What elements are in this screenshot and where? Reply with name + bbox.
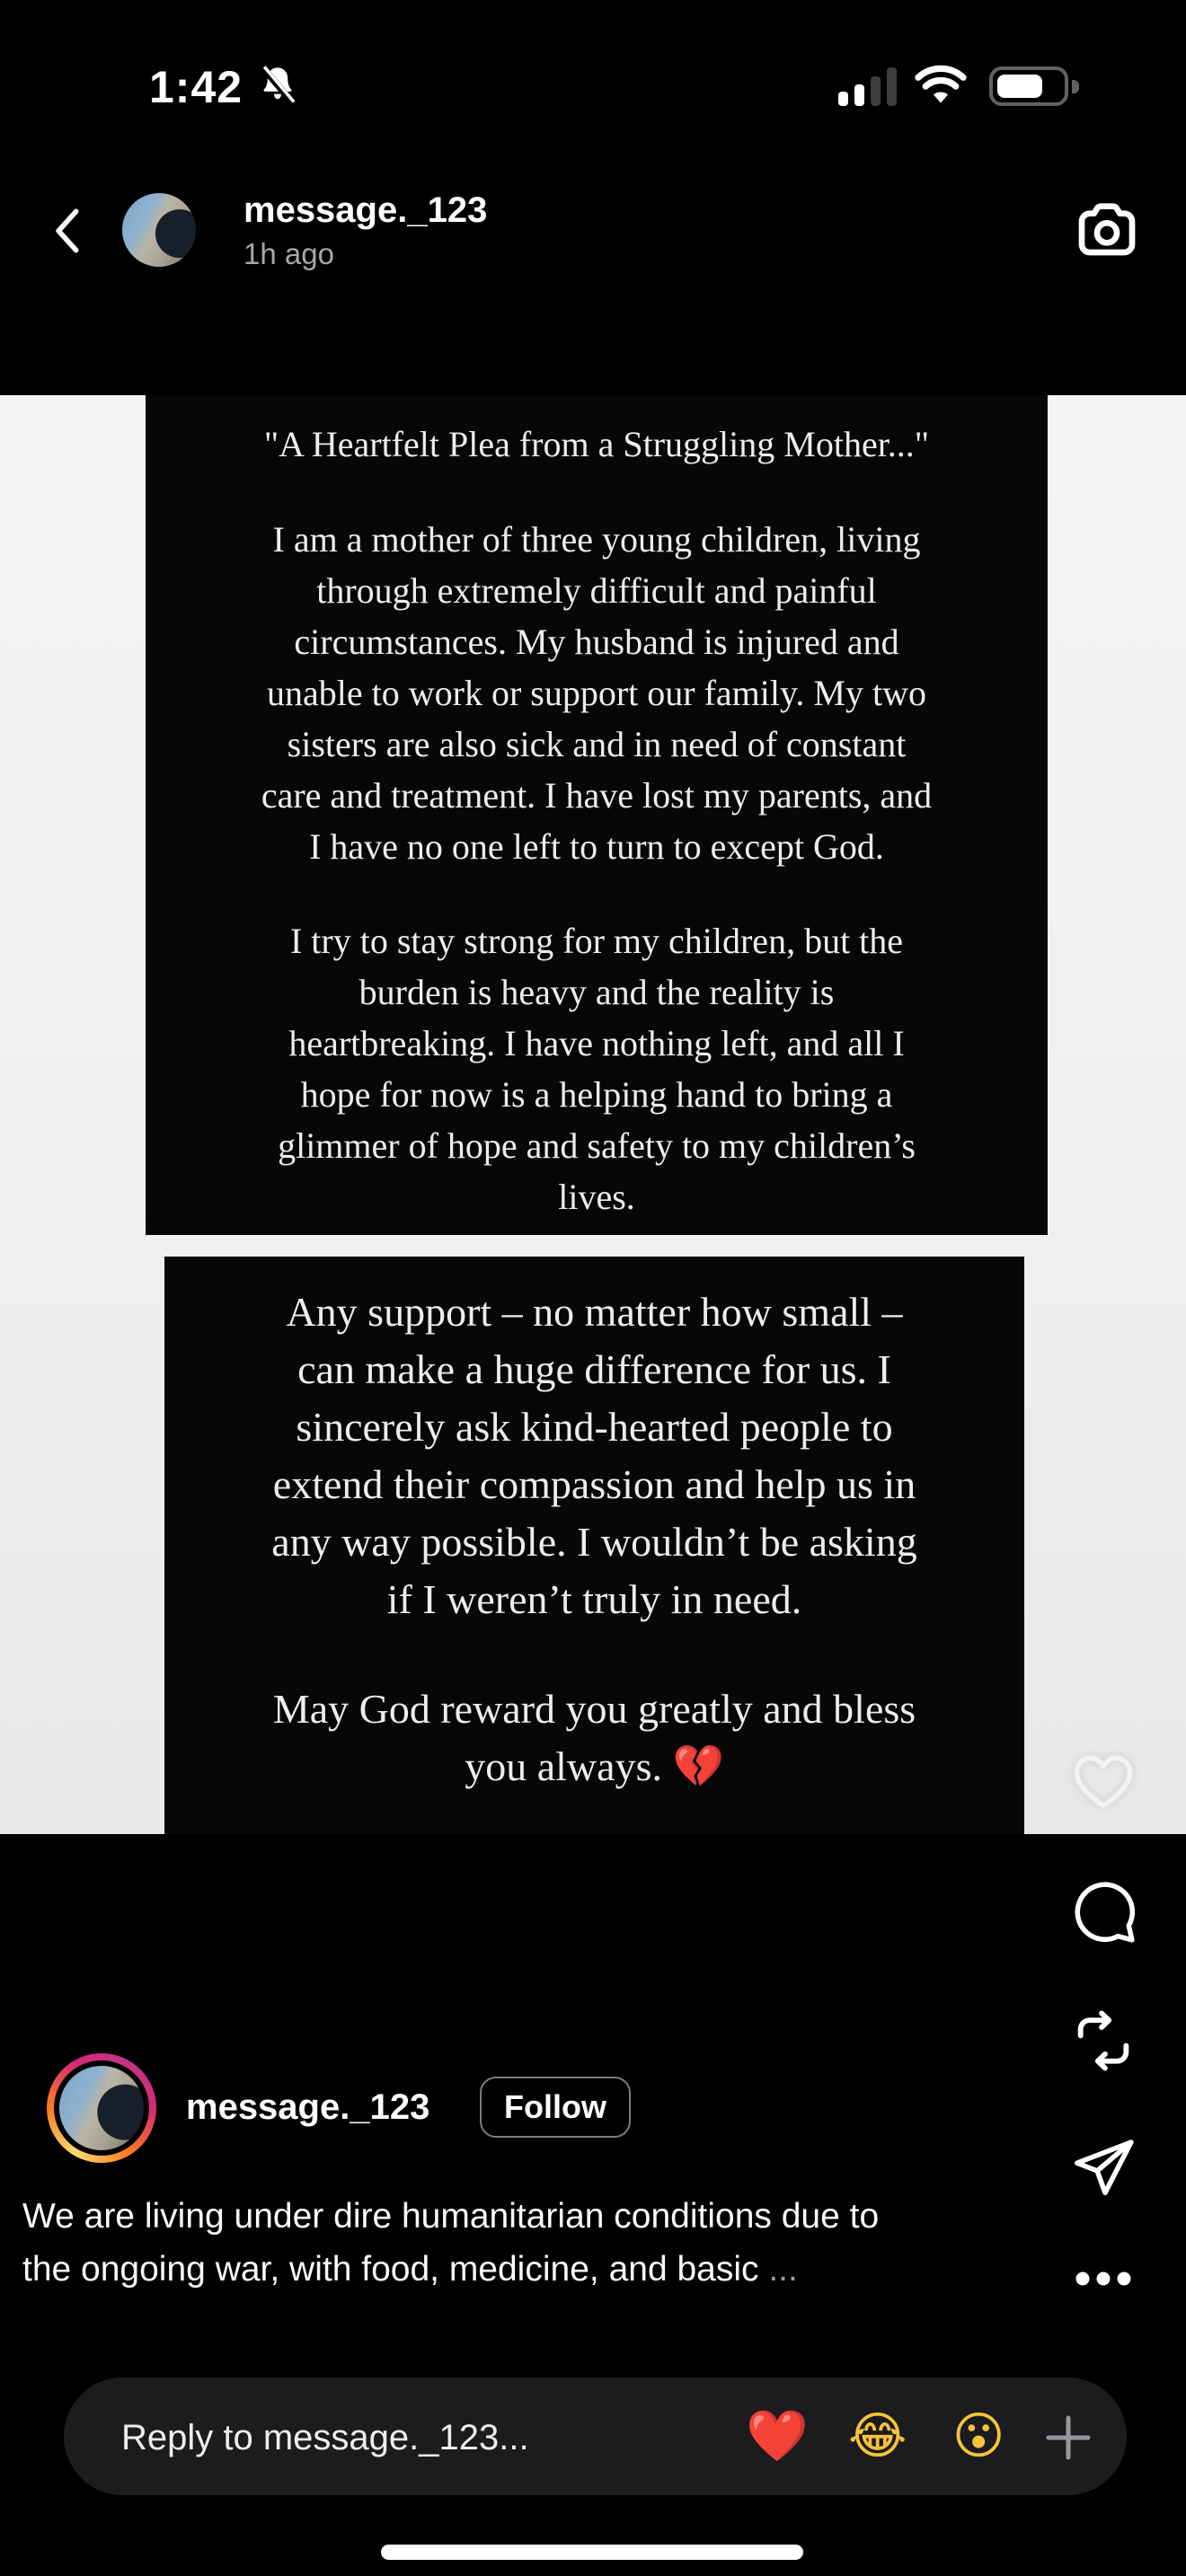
slide1-paragraph-1: I am a mother of three young children, living through extremely difficult and painful circumstances. My husband is injured and unable to work or support our family. My two sisters are also sick and in need of constant care and treatment. I have lost my parents, and I have no one left to turn to except God. [261, 519, 933, 867]
quick-reaction-heart[interactable]: ❤️ [746, 2407, 809, 2466]
caption-text-body: We are living under dire humanitarian conditions due to the ongoing war, with food, medicine, and basic [22, 2197, 880, 2289]
battery-fill [997, 75, 1042, 98]
reply-placeholder: Reply to message._123... [121, 2418, 529, 2457]
post-timestamp: 1h ago [243, 237, 334, 270]
follow-button[interactable]: Follow [480, 2077, 631, 2138]
caption-text[interactable] [22, 2190, 1047, 2296]
cellular-signal-icon [838, 65, 903, 106]
battery-icon [989, 66, 1068, 106]
slide2-paragraph-1: Any support – no matter how small – can make a huge difference for us. I sincerely ask kind-hearted people to extend their compassion and help us in any way possible. I wouldn’t be asking if I weren’t truly in need. [271, 1289, 917, 1622]
like-heart-icon[interactable] [1068, 1746, 1138, 1816]
caption-story-ring[interactable] [47, 2053, 156, 2163]
caption-more-ellipsis[interactable]: ... [758, 2250, 798, 2289]
slide2-paragraph-2: May God reward you greatly and bless you always. 💔 [272, 1686, 916, 1789]
share-icon[interactable] [1068, 2133, 1138, 2203]
camera-icon[interactable] [1071, 194, 1143, 266]
battery-nub [1072, 80, 1079, 93]
quick-reaction-laugh[interactable]: 😂 [848, 2407, 907, 2466]
poster-avatar[interactable] [122, 193, 196, 267]
home-indicator[interactable] [381, 2545, 803, 2560]
quick-reaction-wow[interactable]: 😮 [952, 2407, 1005, 2466]
text-slide-2 [164, 1257, 1024, 1834]
caption-avatar[interactable] [54, 2060, 149, 2156]
signal-bar-2 [854, 84, 864, 106]
signal-bar-4 [887, 67, 897, 106]
signal-bar-1 [838, 92, 848, 106]
caption-username[interactable]: message._123 [186, 2087, 430, 2127]
text-slide-1 [146, 395, 1048, 1235]
comment-icon[interactable] [1068, 1876, 1138, 1946]
slide1-paragraph-2: I try to stay strong for my children, but the burden is heavy and the reality is heartbreaking. I have nothing left, and all I hope for now is a helping hand to bring a glimmer of hope and safety to my children’s lives. [278, 921, 916, 1217]
status-bar-time: 1:42 [149, 62, 243, 112]
more-options-icon[interactable] [1073, 2269, 1134, 2289]
back-button[interactable] [45, 201, 92, 260]
slide1-title: "A Heartfelt Plea from a Struggling Mother..." [263, 424, 930, 464]
post-media[interactable] [0, 395, 1186, 1834]
add-reaction-plus-icon[interactable] [1044, 2413, 1093, 2462]
repost-icon[interactable] [1068, 2006, 1138, 2076]
poster-username[interactable]: message._123 [243, 190, 488, 230]
signal-bar-3 [871, 76, 881, 106]
wifi-icon [911, 63, 970, 106]
notifications-muted-bell-icon [255, 63, 300, 108]
